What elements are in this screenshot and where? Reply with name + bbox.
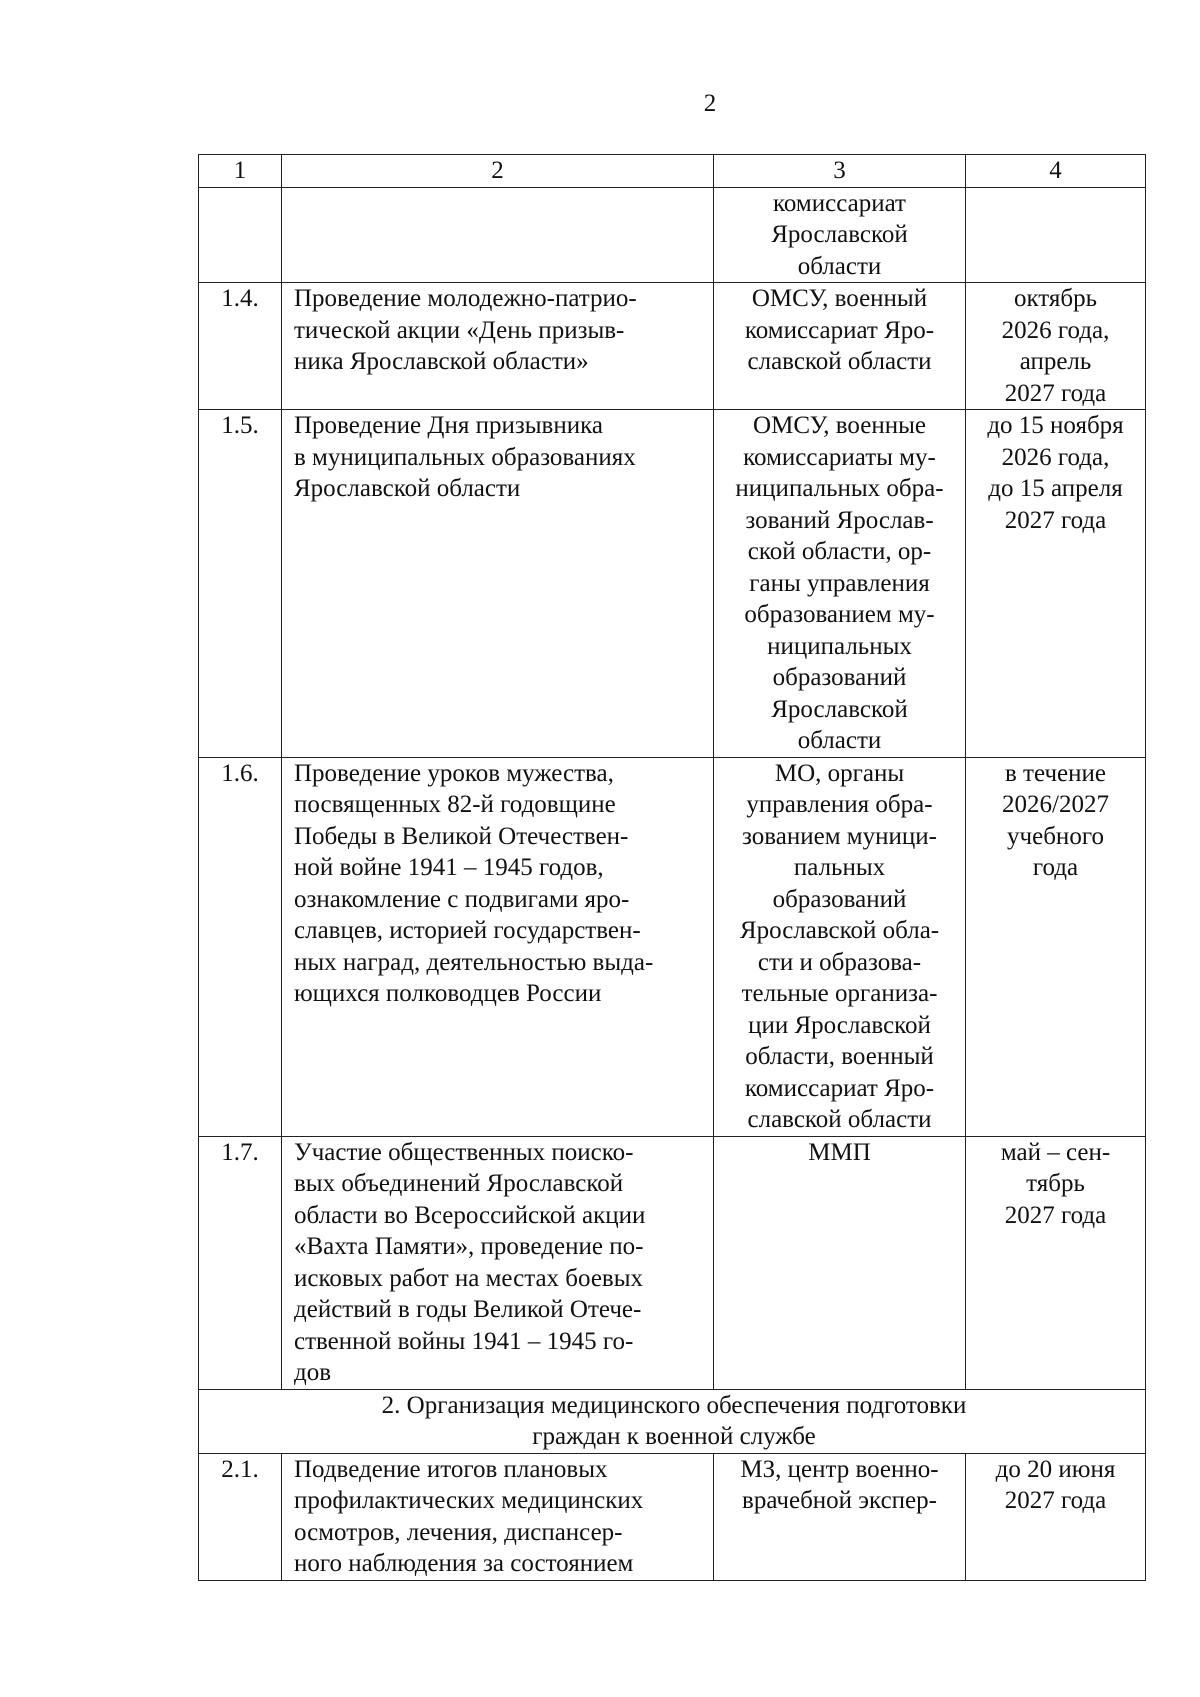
cell-line: пальных: [793, 854, 886, 881]
cell-line: октябрь: [1013, 285, 1098, 312]
section-heading-row: [199, 1389, 1146, 1453]
cell-line: Проведение молодежно-патрио-: [294, 285, 637, 312]
event-cell: [282, 1136, 714, 1389]
page-number: 2: [703, 90, 717, 117]
cell-line: Победы в Великой Отечествен-: [294, 822, 629, 850]
cell-line: посвященных 82-й годовщине: [294, 791, 616, 818]
cell-line: врачебной экспер-: [742, 1487, 937, 1514]
cell-line: славцев, историей государствен-: [294, 917, 641, 944]
table-row: [199, 1136, 1146, 1389]
event-cell: [282, 757, 714, 1136]
cell-line: ниципальных обра-: [735, 475, 944, 502]
section-heading: [199, 1389, 1146, 1453]
col-header-2: 2: [282, 155, 714, 188]
cell-line: действий в годы Великой Отече-: [294, 1296, 642, 1323]
cell-line: исковых работ на местах боевых: [294, 1264, 644, 1292]
cell-line: дов: [294, 1359, 332, 1386]
cell-line: Ярославской обла-: [739, 917, 940, 944]
cell-line: 2026 года,: [1001, 316, 1110, 344]
executor-cell: [714, 1453, 966, 1580]
event-cell: [282, 187, 714, 283]
deadline-cell: [966, 283, 1146, 410]
cell-line: Ярославской: [771, 695, 908, 723]
row-number: 1.4.: [199, 283, 282, 410]
col-header-4: 4: [966, 155, 1146, 188]
row-number: 1.7.: [199, 1136, 282, 1389]
cell-line: области: [797, 727, 882, 754]
cell-line: комиссариат Яро-: [744, 1074, 935, 1102]
cell-line: ника Ярославской области»: [294, 348, 589, 375]
cell-line: образований: [772, 664, 907, 691]
table-header-row: [199, 155, 1146, 188]
table-row: [199, 187, 1146, 283]
cell-line: Проведение уроков мужества,: [294, 759, 614, 787]
row-number: [199, 187, 282, 283]
cell-line: ного наблюдения за состоянием: [294, 1550, 634, 1577]
section-heading-line: граждан к военной службе: [532, 1423, 816, 1450]
events-table: [198, 154, 1146, 1581]
col-header-3: 3: [714, 155, 966, 188]
cell-line: славской области: [747, 348, 932, 375]
cell-line: профилактических медицинских: [294, 1487, 644, 1514]
executor-cell: [714, 1136, 966, 1389]
cell-line: 2027 года: [1004, 1201, 1107, 1229]
cell-line: МЗ, центр военно-: [740, 1455, 939, 1483]
deadline-cell: [966, 187, 1146, 283]
cell-line: Подведение итогов плановых: [294, 1455, 608, 1483]
cell-line: ММП: [808, 1138, 871, 1166]
deadline-cell: [966, 757, 1146, 1136]
cell-line: ской области, ор-: [747, 538, 932, 565]
cell-line: управления обра-: [746, 791, 933, 818]
cell-line: вых объединений Ярославской: [294, 1170, 624, 1197]
executor-cell: [714, 187, 966, 283]
cell-line: ции Ярославской: [748, 1011, 931, 1039]
cell-line: 2027 года: [1004, 1487, 1107, 1514]
cell-line: в муниципальных образованиях: [294, 443, 636, 471]
cell-line: области, военный: [745, 1043, 934, 1070]
cell-line: апрель: [1019, 348, 1092, 375]
deadline-cell: [966, 1453, 1146, 1580]
event-cell: [282, 1453, 714, 1580]
cell-line: осмотров, лечения, диспансер-: [294, 1518, 623, 1546]
deadline-cell: [966, 1136, 1146, 1389]
cell-line: тябрь: [1026, 1170, 1085, 1197]
row-number: 2.1.: [199, 1453, 282, 1580]
cell-line: Проведение Дня призывника: [294, 412, 603, 439]
cell-line: ОМСУ, военный: [751, 285, 928, 312]
cell-line: области: [797, 252, 882, 280]
cell-line: комиссариат Яро-: [744, 316, 935, 344]
cell-line: ОМСУ, военные: [753, 412, 926, 439]
cell-line: 2027 года: [1004, 379, 1107, 407]
executor-cell: [714, 283, 966, 410]
cell-line: комиссариаты му-: [743, 443, 936, 471]
event-cell: [282, 283, 714, 410]
cell-line: Ярославской области: [294, 475, 521, 502]
cell-line: тической акции «День призыв-: [294, 316, 625, 344]
cell-line: Участие общественных поиско-: [294, 1138, 634, 1166]
cell-line: образованием му-: [744, 601, 935, 628]
cell-line: МО, органы: [774, 759, 905, 787]
col-header-1: 1: [199, 155, 282, 188]
cell-line: 2027 года: [1004, 506, 1107, 534]
cell-line: области во Всероссийской акции: [294, 1201, 646, 1229]
cell-line: ной войне 1941 – 1945 годов,: [294, 854, 604, 881]
table-row: [199, 410, 1146, 758]
cell-line: до 15 апреля: [988, 475, 1123, 502]
cell-line: «Вахта Памяти», проведение по-: [294, 1233, 644, 1260]
cell-line: образований: [772, 885, 907, 913]
cell-line: ганы управления: [749, 569, 930, 597]
cell-line: ственной войны 1941 – 1945 го-: [294, 1327, 634, 1355]
cell-line: ниципальных: [767, 632, 912, 660]
cell-line: Ярославской: [771, 221, 908, 248]
cell-line: ных наград, деятельностью выда-: [294, 948, 654, 976]
executor-cell: [714, 410, 966, 758]
section-heading-line: 2. Организация медицинского обеспечения подготовки: [381, 1391, 967, 1419]
row-number: 1.5.: [199, 410, 282, 758]
table-row: [199, 283, 1146, 410]
cell-line: май – сен-: [1000, 1138, 1111, 1166]
executor-cell: [714, 757, 966, 1136]
cell-line: ющихся полководцев России: [294, 980, 602, 1007]
cell-line: зований Ярослав-: [745, 506, 934, 534]
cell-line: славской области: [747, 1106, 932, 1133]
cell-line: года: [1032, 854, 1079, 881]
cell-line: комиссариат: [773, 189, 906, 217]
cell-line: зованием муници-: [742, 822, 937, 850]
cell-line: 2026/2027: [1002, 791, 1109, 818]
cell-line: тельные организа-: [741, 980, 938, 1007]
cell-line: 2026 года,: [1001, 443, 1110, 471]
row-number: 1.6.: [199, 757, 282, 1136]
deadline-cell: [966, 410, 1146, 758]
event-cell: [282, 410, 714, 758]
cell-line: ознакомление с подвигами яро-: [294, 885, 630, 913]
cell-line: сти и образова-: [757, 948, 922, 976]
table-row: [199, 1453, 1146, 1580]
table-row: [199, 757, 1146, 1136]
cell-line: в течение: [1005, 759, 1106, 787]
cell-line: учебного: [1007, 822, 1104, 850]
cell-line: до 20 июня: [995, 1455, 1116, 1483]
cell-line: до 15 ноября: [987, 412, 1124, 439]
